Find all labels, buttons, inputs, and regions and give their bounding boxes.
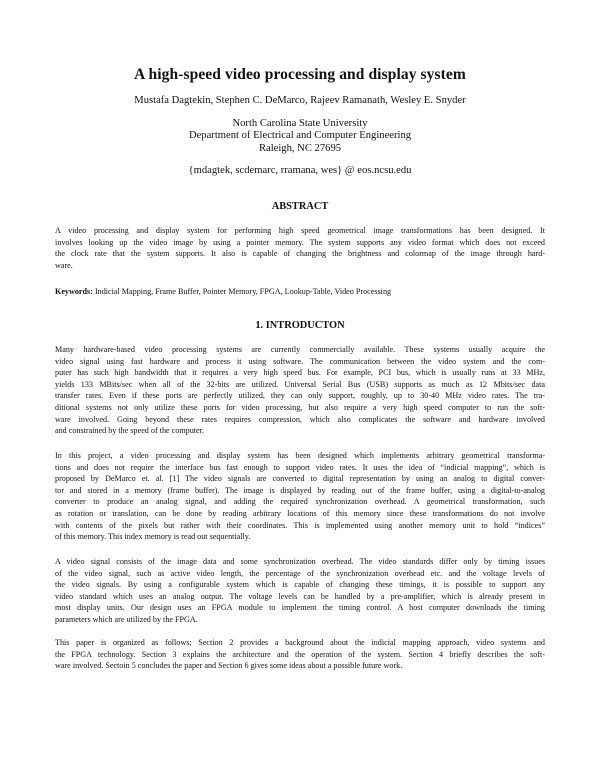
abstract-line: A video processing and display system for performing high speed geometrical image transformations has been designed. It — [55, 226, 545, 235]
body-line: This paper is organized as follows; Section 2 provides a background about the indicial mapping approach, video systems and — [55, 638, 545, 647]
body-line: tor and stored in a memory (frame buffer). The image is displayed by reading out of the frame buffer, using a digital-to-analog — [55, 485, 545, 495]
body-line: ditional systems not only utilize these ports for video processing, but also require a very high speed computer to run the soft- — [55, 402, 545, 412]
body-line: tions and does not require the interface bus fast enough to support video rates. It uses the idea of “indicial mapping”, which is — [55, 462, 545, 472]
affiliation-department: Department of Electrical and Computer Engineering — [188, 130, 412, 142]
body-line: and constrained by the speed of the computer. — [55, 426, 204, 436]
body-line: the FPGA technology. Section 3 explains the architecture and the operation of the system. Section 4 briefly describes the soft- — [55, 649, 545, 659]
intro-paragraph-2 — [55, 450, 545, 543]
body-line: ware involved. Going beyond these rates requires compression, which also complicates the software and hardware involved — [55, 414, 545, 424]
body-line: as rotation or translation, can be done by reading arbitrary locations of this memory since these transformations do not involve — [55, 508, 545, 518]
intro-paragraph-3 — [55, 556, 545, 626]
intro-paragraph-1 — [55, 344, 545, 437]
keywords-line — [55, 287, 545, 296]
body-line: In this project, a video processing and display system has been designed which implements arbitrary geometrical transforma- — [55, 451, 545, 460]
affiliation-block — [0, 118, 600, 155]
abstract-line: the clock rate that the system supports. It also is capable of changing the brightness and colormap of the image through hard- — [55, 249, 545, 259]
paper-title: A high-speed video processing and display system — [134, 66, 466, 83]
keywords-text: Indicial Mapping, Frame Buffer, Pointer Memory, FPGA, Lookup-Table, Video Processing — [94, 287, 392, 296]
body-line: of this memory. This index memory is read out sequentially. — [55, 532, 251, 542]
section-heading-introduction: 1. INTRODUCTON — [255, 320, 345, 331]
body-line: transfer rates. Even if these ports are perfectly utilized, they can only support, roughly, up to 30-40 MHz video rates. The tra- — [55, 391, 545, 401]
abstract-line: involves looking up the video image by using a pointer memory. The system supports any video format which does not exceed — [55, 237, 545, 247]
body-line: proposed by DeMarco et. al. [1] The video signals are converted to digital representation by using an analog to digital conver- — [55, 474, 545, 484]
affiliation-city: Raleigh, NC 27695 — [258, 142, 342, 154]
body-line: puter has such high bandwidth that it requires a very high speed bus. For example, PCI bus, which is usually runs at 33 MHz, — [55, 368, 545, 378]
body-line: the video signals. By using a configurable system which is capable of changing these timings, it is possible to support any — [55, 580, 545, 590]
keywords-label: Keywords: — [55, 287, 93, 296]
body-line: yields 133 MBits/sec when all of the 32-bits are utilized. Universal Serial Bus (USB) supports as much as 12 Mbits/sec data — [55, 379, 545, 389]
intro-paragraph-4 — [55, 637, 545, 672]
body-line: most display units. Our design uses an FPGA module to implement the timing control. A host computer downloads the timing — [55, 603, 545, 613]
body-line: video standard which uses an analog output. The voltage levels can be handled by a pre-amplifier, which is already present in — [55, 591, 545, 601]
abstract-line: ware. — [55, 260, 73, 270]
body-line: of the video signal, such as active video length, the percentage of the synchronization overhead etc. and the voltage levels of — [55, 568, 545, 578]
author-emails: {mdagtek, scdemarc, rramana, wes} @ eos.ncsu.edu — [188, 165, 412, 176]
body-line: A video signal consists of the image data and some synchronization overhead. The video standards differ only by timing issues — [55, 557, 545, 566]
body-line: converter to produce an analog signal, and adding the required synchronization overhead. A geometrical transformation, such — [55, 497, 545, 507]
abstract-heading: ABSTRACT — [271, 201, 329, 212]
abstract-paragraph — [55, 225, 545, 271]
author-list: Mustafa Dagtekin, Stephen C. DeMarco, Rajeev Ramanath, Wesley E. Snyder — [134, 95, 466, 106]
body-line: ware involved. Sectoin 5 concludes the paper and Section 6 gives some ideas about a possible future work. — [55, 661, 403, 671]
body-line: with contents of the pixels but rather with their coordinates. This is implemented using another memory unit to hold “indices” — [55, 520, 545, 530]
body-line: video signal using fast hardware and process it using software. The communication between the video system and the com- — [55, 356, 545, 366]
body-line: parameters which are utilized by the FPGA. — [55, 614, 198, 624]
body-line: Many hardware-based video processing systems are currently commercially available. These systems usually acquire the — [55, 345, 545, 354]
affiliation-university: North Carolina State University — [232, 118, 368, 129]
